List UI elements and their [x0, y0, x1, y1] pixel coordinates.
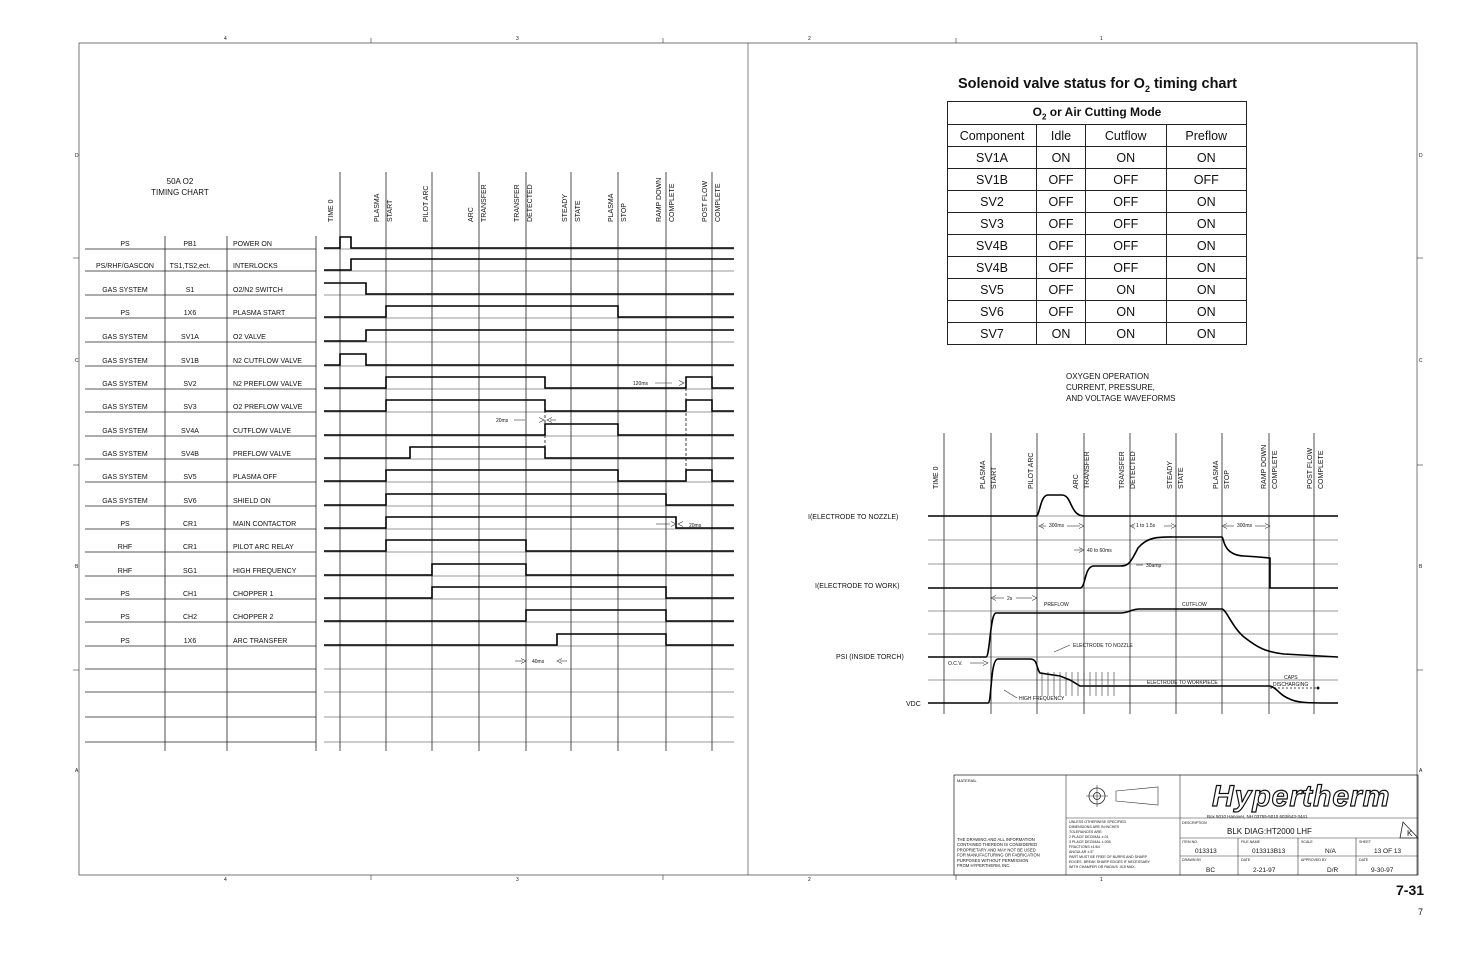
- table-row: [948, 147, 1247, 169]
- tb-material: MATERIAL: [957, 778, 977, 783]
- row-source: RHF: [117, 544, 133, 551]
- row-source: GAS SYSTEM: [102, 334, 148, 341]
- row-signal: CHOPPER 1: [233, 591, 274, 598]
- timing-signal: [324, 237, 734, 248]
- waveforms-title-line2: CURRENT, PRESSURE,: [1066, 383, 1155, 392]
- solenoid-title-text: Solenoid valve status for O: [958, 76, 1145, 92]
- row-signal: O2 VALVE: [233, 334, 266, 341]
- page-sub-number: 7: [1418, 907, 1424, 917]
- wave-event-label: PILOT ARC: [1028, 452, 1035, 489]
- timing-signal: [324, 540, 734, 551]
- table-cell: SV3: [948, 213, 1037, 235]
- event-label: PILOT ARC: [423, 185, 430, 222]
- solenoid-body: [948, 147, 1247, 345]
- row-signal: CHOPPER 2: [233, 614, 274, 621]
- row-source: PS: [120, 241, 130, 248]
- table-cell: OFF: [1086, 191, 1166, 213]
- table-row: [948, 191, 1247, 213]
- zone-bottom-label: 2: [808, 877, 811, 883]
- wave-event-label: STOP: [1224, 470, 1231, 489]
- tb-item-no: 013313: [1195, 848, 1217, 855]
- row-signal: ARC TRANSFER: [233, 638, 288, 645]
- row-signal: N2 CUTFLOW VALVE: [233, 358, 302, 365]
- note-1to1.5s: 1 to 1.5s: [1136, 523, 1156, 529]
- tb-drawn-by: BC: [1206, 867, 1216, 874]
- tb-notice-line: PURPOSES WITHOUT PERMISSION: [957, 857, 1029, 863]
- row-signal: CUTFLOW VALVE: [233, 428, 292, 435]
- wave-event-label: TIME 0: [933, 466, 940, 489]
- label-i-nozzle: I(ELECTRODE TO NOZZLE): [808, 514, 899, 521]
- tb-sheet: 13 OF 13: [1374, 848, 1402, 855]
- event-label: RAMP DOWN: [656, 177, 663, 222]
- row-id: CR1: [182, 544, 198, 551]
- table-cell: OFF: [1037, 235, 1086, 257]
- table-cell: OFF: [1086, 257, 1166, 279]
- timing-signal: [324, 494, 734, 505]
- wave-event-label: DETECTED: [1130, 451, 1137, 489]
- row-id: SV5: [183, 474, 197, 481]
- wave-event-label: COMPLETE: [1318, 450, 1325, 489]
- event-label: COMPLETE: [715, 183, 722, 222]
- solenoid-title-tail: timing chart: [1149, 76, 1237, 92]
- row-id: S1: [185, 287, 195, 294]
- note-30amp: 30amp: [1146, 563, 1162, 569]
- wave-event-label: ARC: [1073, 474, 1080, 489]
- row-source: PS: [120, 614, 130, 621]
- note-high-frequency: HIGH FREQUENCY: [1019, 696, 1065, 702]
- timing-signal: [324, 330, 734, 341]
- table-cell: OFF: [1037, 301, 1086, 323]
- wave-event-label: TRANSFER: [1084, 451, 1091, 489]
- row-id: SV1A: [181, 334, 199, 341]
- wave-event-label: POST FLOW: [1307, 447, 1314, 489]
- table-row: [948, 323, 1247, 345]
- wave-event-label: PLASMA: [1213, 460, 1220, 489]
- table-cell: ON: [1086, 279, 1166, 301]
- zone-bottom-label: 1: [1100, 877, 1103, 883]
- solenoid-col-idle: Idle: [1037, 125, 1086, 147]
- note-cutflow: CUTFLOW: [1182, 602, 1207, 608]
- table-cell: ON: [1166, 147, 1247, 169]
- event-label: STOP: [621, 203, 628, 222]
- tb-drawn-label: DRAWN BY: [1182, 858, 1202, 862]
- zone-left-label: A: [75, 768, 79, 774]
- tb-rev: K: [1407, 829, 1413, 838]
- tb-tolerance-line: 3 PLACE DECIMAL ±.005: [1069, 840, 1111, 844]
- tb-approved-by: D/R: [1327, 867, 1339, 874]
- tb-approved-label: APPROVED BY: [1301, 858, 1327, 862]
- wave-i-work: [928, 537, 1338, 588]
- tb-scale-label: SCALE: [1301, 840, 1313, 844]
- table-cell: ON: [1166, 235, 1247, 257]
- row-source: GAS SYSTEM: [102, 358, 148, 365]
- tb-tolerance-line: 2 PLACE DECIMAL ±.01: [1069, 835, 1109, 839]
- tb-tolerance-line: ANGULAR ±.5°: [1069, 850, 1094, 854]
- event-label: PLASMA: [374, 193, 381, 222]
- annotation-40ms: 40ms: [532, 659, 545, 665]
- table-cell: ON: [1166, 323, 1247, 345]
- row-source: PS: [120, 591, 130, 598]
- row-signal: POWER ON: [233, 241, 272, 248]
- tb-item-label: ITEM NO.: [1182, 840, 1198, 844]
- mode-sub: 2: [1042, 112, 1047, 122]
- tb-notice-line: CONTAINED THEREON IS CONSIDERED: [957, 842, 1038, 848]
- tb-tolerance-line: WITH CHAMFER OR RADIUS .015 MAX.: [1069, 865, 1136, 869]
- row-signal: O2 PREFLOW VALVE: [233, 404, 303, 411]
- zone-right-label: B: [1419, 564, 1423, 570]
- table-cell: SV6: [948, 301, 1037, 323]
- row-id: SV2: [183, 381, 197, 388]
- zone-left-label: B: [75, 564, 79, 570]
- tb-date2-label: DATE: [1359, 858, 1369, 862]
- event-label: POST FLOW: [702, 180, 709, 222]
- table-cell: ON: [1166, 257, 1247, 279]
- row-source: GAS SYSTEM: [102, 428, 148, 435]
- tb-notice-line: PROPRIETARY AND MAY NOT BE USED: [957, 847, 1036, 853]
- annotation-20ms: 20ms: [496, 418, 509, 424]
- table-cell: OFF: [1037, 169, 1086, 191]
- tb-tolerance-line: EDGES. BREAK SHARP EDGES IF NECESSARY: [1069, 860, 1150, 864]
- tb-tolerance-line: PART MUST BE FREE OF BURRS AND SHARP: [1069, 855, 1148, 859]
- row-source: PS: [120, 521, 130, 528]
- timing-signal: [324, 354, 734, 365]
- note-discharging: DISCHARGING: [1273, 682, 1309, 688]
- row-id: SV1B: [181, 358, 199, 365]
- wave-event-label: TRANSFER: [1119, 451, 1126, 489]
- annotation-20ms: 20ms: [689, 523, 702, 529]
- event-label: STEADY: [562, 193, 569, 222]
- table-cell: OFF: [1037, 257, 1086, 279]
- wave-psi: [928, 609, 1338, 657]
- table-cell: SV2: [948, 191, 1037, 213]
- dim-line: [1004, 690, 1017, 698]
- note-preflow: PREFLOW: [1044, 602, 1069, 608]
- wave-i-nozzle: [928, 495, 1338, 516]
- row-id: SG1: [182, 568, 198, 575]
- table-row: [948, 257, 1247, 279]
- table-cell: SV4B: [948, 257, 1037, 279]
- table-row: [948, 213, 1247, 235]
- wave-vdc: [928, 659, 1338, 703]
- tb-file-label: FILE NAME: [1241, 840, 1260, 844]
- row-id: CH1: [182, 591, 198, 598]
- mode-tail: or Air Cutting Mode: [1046, 104, 1162, 119]
- event-label: STATE: [575, 200, 582, 222]
- table-cell: ON: [1166, 301, 1247, 323]
- tb-scale: N/A: [1325, 848, 1336, 855]
- zone-top-label: 3: [516, 36, 519, 42]
- row-signal: O2/N2 SWITCH: [233, 287, 283, 294]
- table-cell: SV4B: [948, 235, 1037, 257]
- table-row: [948, 279, 1247, 301]
- row-signal: INTERLOCKS: [233, 263, 278, 270]
- solenoid-col-preflow: Preflow: [1166, 125, 1247, 147]
- row-source: GAS SYSTEM: [102, 404, 148, 411]
- event-label: START: [387, 199, 394, 222]
- solenoid-header-row: [948, 125, 1247, 147]
- row-source: GAS SYSTEM: [102, 498, 148, 505]
- row-source: GAS SYSTEM: [102, 287, 148, 294]
- solenoid-title-sub: 2: [1144, 83, 1150, 94]
- timing-signal: [324, 634, 734, 645]
- tb-date: 2-21-97: [1253, 867, 1276, 874]
- timing-chart-title: [140, 176, 220, 198]
- table-row: [948, 235, 1247, 257]
- solenoid-table-title: [958, 76, 1237, 94]
- tb-file-name: 013313B13: [1252, 848, 1286, 855]
- note-ocv: O.C.V.: [948, 661, 963, 667]
- row-source: PS: [120, 310, 130, 317]
- zone-left-label: C: [75, 358, 79, 364]
- zone-right-label: D: [1419, 153, 1423, 159]
- row-id: PB1: [183, 241, 197, 248]
- table-cell: OFF: [1166, 169, 1247, 191]
- tb-notice-line: FOR MANUFACTURING OR FABRICATION: [957, 852, 1040, 858]
- arrowhead: [539, 418, 544, 423]
- note-electrode-nozzle: ELECTRODE TO NOZZLE: [1073, 643, 1133, 649]
- table-cell: ON: [1037, 323, 1086, 345]
- timing-signal: [324, 259, 734, 270]
- arrowhead: [678, 522, 683, 527]
- label-vdc: VDC: [906, 701, 921, 708]
- row-signal: SHIELD ON: [233, 498, 271, 505]
- label-psi: PSI (INSIDE TORCH): [836, 654, 904, 661]
- label-i-work: I(ELECTRODE TO WORK): [815, 583, 900, 590]
- table-cell: SV7: [948, 323, 1037, 345]
- row-id: 1X6: [183, 638, 197, 645]
- zone-top-label: 4: [224, 36, 227, 42]
- mode-text: O: [1032, 104, 1042, 119]
- row-signal: PLASMA OFF: [233, 474, 277, 481]
- row-signal: PLASMA START: [233, 310, 286, 317]
- solenoid-status-table: [947, 101, 1247, 345]
- row-source: GAS SYSTEM: [102, 451, 148, 458]
- row-signal: N2 PREFLOW VALVE: [233, 381, 302, 388]
- event-label: ARC: [468, 207, 475, 222]
- waveforms-title-line1: OXYGEN OPERATION: [1066, 372, 1149, 381]
- timing-chart-title-line2: TIMING CHART: [151, 188, 209, 197]
- table-cell: ON: [1086, 301, 1166, 323]
- table-row: [948, 169, 1247, 191]
- zone-right-label: A: [1419, 768, 1423, 774]
- timing-signal: [324, 306, 734, 317]
- cutting-mode-header: [948, 102, 1247, 125]
- table-cell: ON: [1166, 279, 1247, 301]
- wave-event-label: STEADY: [1167, 460, 1174, 489]
- row-id: SV3: [183, 404, 197, 411]
- table-cell: ON: [1086, 147, 1166, 169]
- tb-date-label: DATE: [1241, 858, 1251, 862]
- table-cell: ON: [1086, 323, 1166, 345]
- wave-event-label: COMPLETE: [1272, 450, 1279, 489]
- tb-notice-line: FROM HYPERTHERM, INC.: [957, 863, 1011, 868]
- row-source: GAS SYSTEM: [102, 381, 148, 388]
- table-cell: SV5: [948, 279, 1037, 301]
- table-cell: OFF: [1086, 235, 1166, 257]
- event-label: TIME 0: [328, 199, 335, 222]
- tb-tolerance-line: FRACTIONS ±1/64: [1069, 845, 1100, 849]
- tb-tolerance-line: TOLERANCES ARE:: [1069, 830, 1103, 834]
- row-source: PS: [120, 638, 130, 645]
- annotation-120ms: 120ms: [633, 381, 649, 387]
- row-id: SV4A: [181, 428, 199, 435]
- row-id: TS1,TS2,ect.: [169, 263, 211, 270]
- tb-sheet-label: SHEET: [1359, 840, 1371, 844]
- table-cell: OFF: [1037, 213, 1086, 235]
- timing-signal: [324, 470, 734, 481]
- solenoid-col-component: Component: [948, 125, 1037, 147]
- note-electrode-workpiece: ELECTRODE TO WORKPIECE: [1147, 680, 1218, 686]
- event-label: COMPLETE: [669, 183, 676, 222]
- wave-event-label: START: [991, 466, 998, 489]
- table-row: [948, 301, 1247, 323]
- row-id: CH2: [182, 614, 198, 621]
- row-signal: PREFLOW VALVE: [233, 451, 292, 458]
- row-id: 1X6: [183, 310, 197, 317]
- zone-left-label: D: [75, 153, 79, 159]
- timing-signal: [324, 447, 734, 458]
- event-label: TRANSFER: [481, 184, 488, 222]
- waveforms-title-line3: AND VOLTAGE WAVEFORMS: [1066, 394, 1176, 403]
- row-source: PS/RHF/GASCON: [96, 263, 154, 270]
- row-source: GAS SYSTEM: [102, 474, 148, 481]
- tb-address: Box 5010 Hanover, NH 03755-5010 603/643-3441: [1207, 814, 1308, 819]
- table-cell: OFF: [1086, 213, 1166, 235]
- timing-signal: [324, 424, 734, 435]
- endpoint-dot: [1317, 687, 1320, 690]
- table-cell: SV1A: [948, 147, 1037, 169]
- timing-chart-title-line1: 50A O2: [166, 177, 194, 186]
- table-cell: ON: [1166, 213, 1247, 235]
- row-id: SV6: [183, 498, 197, 505]
- event-label: DETECTED: [527, 184, 534, 222]
- tb-tolerance-line: UNLESS OTHERWISE SPECIFIED: [1069, 820, 1127, 824]
- zone-top-label: 2: [808, 36, 811, 42]
- tb-date2: 9-30-97: [1371, 867, 1394, 874]
- event-label: TRANSFER: [514, 184, 521, 222]
- row-id: SV4B: [181, 451, 199, 458]
- tb-notice-line: THE DRAWING AND ALL INFORMATION: [957, 837, 1035, 842]
- table-cell: OFF: [1037, 279, 1086, 301]
- row-signal: HIGH FREQUENCY: [233, 568, 297, 575]
- waveforms-title: [1066, 371, 1176, 404]
- row-source: RHF: [117, 568, 133, 575]
- wave-event-label: RAMP DOWN: [1261, 444, 1268, 489]
- note-300ms-b: 300ms: [1237, 523, 1253, 529]
- timing-signal: [324, 587, 734, 598]
- hypertherm-logo: Hypertherm: [1212, 780, 1391, 813]
- zone-bottom-label: 3: [516, 877, 519, 883]
- note-300ms: 300ms: [1049, 523, 1065, 529]
- timing-signal: [324, 377, 734, 388]
- tb-description: BLK DIAG:HT2000 LHF: [1227, 827, 1312, 836]
- table-cell: ON: [1037, 147, 1086, 169]
- arrowhead: [1032, 596, 1037, 601]
- timing-signal: [324, 400, 734, 411]
- note-caps: CAPS: [1284, 675, 1298, 681]
- zone-bottom-label: 4: [224, 877, 227, 883]
- note-40-60ms: 40 to 60ms: [1087, 548, 1112, 554]
- row-signal: PILOT ARC RELAY: [233, 544, 294, 551]
- table-cell: OFF: [1037, 191, 1086, 213]
- row-id: CR1: [182, 521, 198, 528]
- timing-signal: [324, 564, 734, 575]
- zone-top-label: 1: [1100, 36, 1103, 42]
- note-2s: 2s: [1007, 596, 1013, 602]
- tb-tolerance-line: DIMENSIONS ARE IN INCHES: [1069, 825, 1120, 829]
- arrowhead: [679, 381, 684, 386]
- page-number: 7-31: [1396, 882, 1425, 898]
- wave-event-label: PLASMA: [980, 460, 987, 489]
- row-signal: MAIN CONTACTOR: [233, 521, 297, 528]
- projection-cone: [1116, 787, 1158, 805]
- table-cell: OFF: [1086, 169, 1166, 191]
- table-cell: ON: [1166, 191, 1247, 213]
- zone-right-label: C: [1419, 358, 1423, 364]
- dim-line: [1054, 645, 1070, 652]
- event-label: PLASMA: [608, 193, 615, 222]
- timing-signal: [324, 610, 734, 621]
- table-cell: SV1B: [948, 169, 1037, 191]
- tb-description-label: DESCRIPTION: [1182, 821, 1207, 825]
- solenoid-col-cutflow: Cutflow: [1086, 125, 1166, 147]
- wave-event-label: STATE: [1178, 467, 1185, 489]
- timing-signal: [324, 283, 734, 294]
